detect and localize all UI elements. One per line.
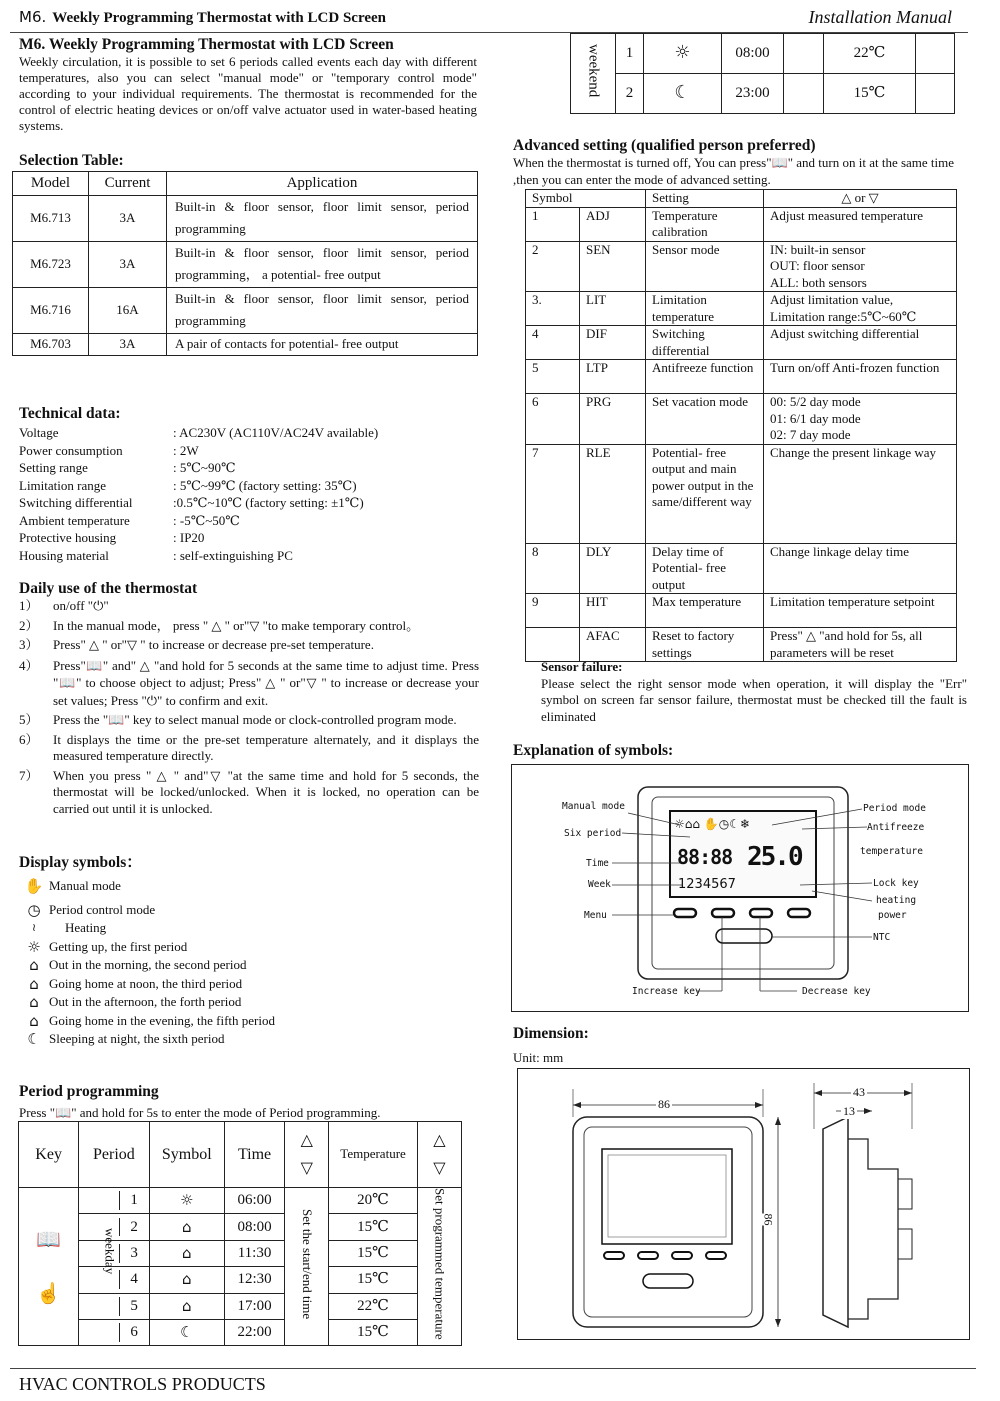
book-icon: 📖 [36, 1226, 62, 1251]
row-code: RLE [580, 444, 646, 543]
col-key: Key [19, 1122, 79, 1188]
item-number: 2） [19, 617, 39, 633]
house-home-icon: ⌂ [29, 974, 39, 993]
time-cell: 23:00 [722, 74, 784, 114]
temp-cell: 20℃ [329, 1188, 417, 1214]
table-row [19, 1188, 462, 1214]
item-text: In the manual mode， press " △ " or"▽ "to make temporary control。 [53, 617, 420, 633]
hand-icon: ✋ [24, 877, 44, 896]
row-code: AFAC [580, 628, 646, 662]
period-number: 4 [119, 1270, 149, 1289]
list-item [19, 477, 479, 495]
col-setting: Setting [646, 190, 764, 208]
current-cell: 3A [89, 195, 167, 241]
row-number: 8 [526, 543, 580, 594]
tech-key: Protective housing [19, 530, 117, 545]
symbol-desc: Out in the afternoon, the forth period [49, 994, 242, 1010]
dim-depth2: 13 [843, 1104, 855, 1118]
row-setting: Sensor mode [646, 241, 764, 292]
list-item [19, 598, 479, 615]
model-cell: M6.703 [13, 333, 89, 355]
tech-key: Setting range [19, 460, 88, 475]
set-temp-cell [417, 1188, 461, 1346]
footer-text: HVAC CONTROLS PRODUCTS [19, 1374, 266, 1394]
sensor-failure [541, 659, 967, 725]
footer-divider [10, 1368, 976, 1369]
row-setting: Max temperature [646, 594, 764, 628]
item-text: Press the "📖" key to select manual mode or clock-controlled program mode. [53, 712, 457, 727]
period-number: 5 [119, 1297, 149, 1316]
label-lock-key: Lock key [873, 878, 919, 889]
period-number: 2 [119, 1218, 149, 1237]
col-model: Model [13, 172, 89, 196]
list-item [19, 1030, 479, 1049]
blank-cell [916, 34, 955, 74]
list-item [19, 512, 479, 530]
selection-table [12, 171, 478, 356]
application-cell: Built-in & floor sensor, floor limit sensor, period programming [167, 287, 478, 333]
period-number: 3 [119, 1244, 149, 1263]
dimension-drawing [518, 1069, 969, 1339]
label-antifreeze: Antifreeze [867, 822, 925, 833]
page-header-title [19, 8, 386, 28]
dim-width: 86 [658, 1097, 670, 1111]
technical-heading: Technical data: [19, 405, 121, 422]
dim-height: 86 [761, 1213, 776, 1226]
symbol-desc: Manual mode [49, 878, 121, 894]
row-code: DLY [580, 543, 646, 594]
label-time: Time [586, 858, 609, 869]
row-number [526, 628, 580, 662]
col-time: Time [224, 1122, 284, 1188]
temp-cell: 15℃ [824, 74, 916, 114]
sensor-heading: Sensor failure: [541, 659, 623, 674]
row-setting: Potential- free output and main power output in the same/different way [646, 444, 764, 543]
intro-text: Weekly circulation, it is possible to set 6 periods called events each day with different temperatures, also you can select "manual mode" or "temporary control mode" according to your individual requirements. The thermostat is recommended for the control of electric heating devices or on/off valve actuator used in water-based heating systems. [19, 54, 477, 134]
list-item [19, 938, 479, 957]
row-code: ADJ [580, 207, 646, 241]
row-setting: Limitation temperature [646, 292, 764, 326]
header-code: M6. [19, 8, 47, 26]
house-out-afternoon-icon: ⌂ [29, 993, 39, 1012]
list-item [19, 442, 479, 460]
col-period: Period [79, 1122, 149, 1188]
label-period-mode: Period mode [863, 803, 926, 814]
row-number: 6 [526, 394, 580, 445]
dim-depth: 43 [853, 1085, 865, 1099]
daily-heading: Daily use of the thermostat [19, 580, 198, 597]
key-cell [19, 1188, 79, 1346]
table-row [19, 1214, 462, 1240]
row-number: 5 [526, 360, 580, 394]
sun-icon: ☼ [644, 34, 722, 74]
time-cell: 22:00 [224, 1319, 284, 1345]
table-row [19, 1293, 462, 1319]
row-desc: Change the present linkage way [764, 444, 957, 543]
item-text: When you press " △ " and"▽ "at the same time and hold for 5 seconds, the thermostat will be locked/unlocked. When it is locked, no operation can be carried out until it is unlocked. [53, 767, 479, 816]
weekend-cell [571, 34, 616, 114]
temp-cell: 15℃ [329, 1240, 417, 1266]
row-desc: Turn on/off Anti-frozen function [764, 360, 957, 394]
symbol-desc: Period control mode [49, 901, 156, 917]
period-number: 6 [119, 1323, 149, 1342]
moon-icon: ☾ [27, 1030, 41, 1049]
period-number: 2 [616, 74, 644, 114]
tech-value: : 5℃~90℃ [173, 460, 236, 475]
table-row [13, 287, 478, 333]
sensor-text: Please select the right sensor mode when operation, it will display the "Err" symbol on screen far sensor failure, thermostat must be checked till the fault is eliminated [541, 675, 967, 724]
tech-key: Power consumption [19, 442, 123, 458]
period-cell [79, 1188, 149, 1275]
label-increase-key: Increase key [632, 986, 701, 997]
period-number: 1 [616, 34, 644, 74]
label-heading: heating [876, 895, 917, 906]
list-item [19, 547, 479, 565]
list-item [19, 1012, 479, 1031]
symbol-desc: Going home in the evening, the fifth period [49, 1012, 276, 1028]
list-item [19, 529, 479, 547]
moon-icon: ☾ [644, 74, 722, 114]
model-cell: M6.723 [13, 241, 89, 287]
tech-value: : IP20 [173, 530, 205, 545]
weekend-label: weekend [585, 43, 602, 98]
symbols-heading: Explanation of symbols: [513, 742, 674, 759]
table-row [19, 1240, 462, 1266]
advanced-header-row [526, 190, 957, 208]
set-time-label: Set the start/end time [299, 1208, 315, 1319]
tech-key: Housing material [19, 547, 109, 563]
symbol-desc: Sleeping at night, the sixth period [49, 1031, 225, 1047]
current-cell: 3A [89, 333, 167, 355]
table-row [526, 594, 957, 628]
label-ntc: NTC [873, 932, 891, 943]
temp-cell: 15℃ [329, 1267, 417, 1293]
blank-cell [784, 34, 824, 74]
item-number: 3） [19, 637, 39, 652]
tech-value: : self-extinguishing PC [173, 547, 293, 563]
sun-icon: ☼ [27, 937, 41, 956]
list-item [19, 901, 479, 920]
house-icon: ⌂ [149, 1267, 224, 1293]
table-row [13, 195, 478, 241]
col-application: Application [167, 172, 478, 196]
item-text: It displays the time or the pre-set temperature alternately, and it displays the measured temperature directly. [53, 731, 479, 763]
list-item [19, 424, 479, 442]
display-heading: Display symbols： [19, 854, 142, 871]
period-table [18, 1121, 462, 1346]
table-row [526, 326, 957, 360]
list-item [19, 637, 479, 654]
header-manual-label: Installation Manual [808, 7, 952, 27]
row-setting: Set vacation mode [646, 394, 764, 445]
time-cell: 17:00 [224, 1293, 284, 1319]
temp-cell: 22℃ [329, 1293, 417, 1319]
list-item [19, 993, 479, 1012]
row-number: 9 [526, 594, 580, 628]
tech-value: :0.5℃~10℃ (factory setting: ±1℃) [173, 495, 364, 510]
period-intro: Press "📖" and hold for 5s to enter the mode of Period programming. [19, 1105, 381, 1120]
time-cell: 11:30 [224, 1240, 284, 1266]
time-cell: 08:00 [722, 34, 784, 74]
tech-key: Limitation range [19, 477, 107, 493]
row-number: 2 [526, 241, 580, 292]
item-number: 7） [19, 767, 39, 783]
list-item [19, 459, 479, 477]
list-item [19, 877, 479, 896]
table-row [526, 207, 957, 241]
heating-icon: ≀ [31, 921, 37, 935]
hand-icon: ☝ [36, 1282, 62, 1305]
row-desc: 00: 5/2 day mode 01: 6/1 day mode 02: 7 day mode [764, 394, 957, 445]
up-arrow-icon: △ [300, 1131, 313, 1149]
list-item [19, 657, 479, 710]
table-row [526, 628, 957, 662]
label-manual-mode: Manual mode [562, 801, 625, 812]
time-cell: 06:00 [224, 1188, 284, 1214]
temp-arrows [417, 1122, 461, 1188]
table-row [13, 241, 478, 287]
list-item [19, 618, 479, 635]
row-desc: Adjust limitation value, Limitation range:5℃~60℃ [764, 292, 957, 326]
advanced-section [513, 136, 971, 188]
col-symbol: Symbol [526, 190, 646, 208]
symbol-desc: Heating [65, 920, 107, 936]
col-current: Current [89, 172, 167, 196]
time-cell: 12:30 [224, 1267, 284, 1293]
time-arrows [285, 1122, 329, 1188]
row-desc: Limitation temperature setpoint [764, 594, 957, 628]
time-cell: 08:00 [224, 1214, 284, 1240]
row-code: HIT [580, 594, 646, 628]
house-icon: ⌂ [149, 1240, 224, 1266]
sun-icon: ☼ [149, 1188, 224, 1214]
set-time-cell [285, 1188, 329, 1346]
label-week: Week [588, 879, 611, 890]
row-desc: Adjust measured temperature [764, 207, 957, 241]
intro-section [19, 35, 477, 134]
intro-heading: M6. Weekly Programming Thermostat with LCD Screen [19, 36, 394, 53]
period-number: 1 [119, 1191, 149, 1210]
table-row [526, 444, 957, 543]
row-desc: Change linkage delay time [764, 543, 957, 594]
advanced-table [525, 189, 957, 662]
advanced-intro: When the thermostat is turned off, You can press"📖" and turn on it at the same time ,then you can enter the mode of advanced setting. [513, 155, 955, 187]
model-cell: M6.716 [13, 287, 89, 333]
header-title: Weekly Programming Thermostat with LCD Screen [52, 10, 386, 26]
dimension-heading: Dimension: [513, 1025, 589, 1042]
tech-key: Ambient temperature [19, 512, 130, 528]
row-code: DIF [580, 326, 646, 360]
application-cell: A pair of contacts for potential- free output [167, 333, 478, 355]
temp-cell: 15℃ [329, 1319, 417, 1345]
selection-heading: Selection Table: [19, 152, 124, 169]
tech-value: : 2W [173, 442, 199, 458]
tech-key: Voltage [19, 425, 59, 440]
row-code: SEN [580, 241, 646, 292]
period-heading: Period programming [19, 1083, 159, 1100]
label-temperature: temperature [860, 846, 923, 857]
label-decrease-key: Decrease key [802, 986, 871, 997]
label-six-period: Six period [564, 828, 622, 839]
selection-header-row [13, 172, 478, 196]
advanced-heading: Advanced setting (qualified person preferred) [513, 137, 816, 154]
row-code: PRG [580, 394, 646, 445]
lcd-time: 88:88 [677, 845, 733, 869]
list-item [19, 975, 479, 994]
row-setting: Delay time of Potential- free output [646, 543, 764, 594]
up-arrow-icon: △ [433, 1131, 446, 1149]
symbol-desc: Out in the morning, the second period [49, 957, 247, 973]
dimension-diagram [517, 1068, 970, 1340]
row-setting: Reset to factory settings [646, 628, 764, 662]
list-item [19, 732, 479, 765]
house-icon: ⌂ [149, 1214, 224, 1240]
list-item [19, 768, 479, 818]
table-row [526, 543, 957, 594]
moon-icon: ☾ [149, 1319, 224, 1345]
list-item [19, 494, 479, 512]
lcd-week-days: 1234567 [678, 877, 736, 892]
label-menu: Menu [584, 910, 607, 921]
table-row [526, 292, 957, 326]
col-symbol: Symbol [149, 1122, 224, 1188]
house-icon: ⌂ [149, 1293, 224, 1319]
tech-value: : AC230V (AC110V/AC24V available) [173, 425, 379, 440]
row-number: 3. [526, 292, 580, 326]
item-number: 4） [19, 657, 39, 673]
item-number: 1） [19, 598, 39, 613]
weekday-label: weekday [102, 1228, 118, 1275]
application-cell: Built-in & floor sensor, floor limit sensor, period programming [167, 195, 478, 241]
col-temperature: Temperature [329, 1122, 417, 1188]
current-cell: 16A [89, 287, 167, 333]
display-symbols-list [19, 877, 479, 1049]
row-desc: Press" △ "and hold for 5s, all parameters will be reset [764, 628, 957, 662]
blank-cell [916, 74, 955, 114]
dimension-unit: Unit: mm [513, 1050, 564, 1065]
down-arrow-icon: ▽ [300, 1159, 313, 1177]
application-cell: Built-in & floor sensor, floor limit sensor, period programming， a potential- free output [167, 241, 478, 287]
set-temp-label: Set programmed temperature [432, 1188, 448, 1340]
down-arrow-icon: ▽ [433, 1159, 446, 1177]
symbols-diagram [511, 764, 969, 1012]
symbol-desc: Going home at noon, the third period [49, 975, 243, 991]
house-out-icon: ⌂ [29, 956, 39, 975]
temp-cell: 22℃ [824, 34, 916, 74]
row-number: 1 [526, 207, 580, 241]
table-row [13, 333, 478, 355]
tech-value: : -5℃~50℃ [173, 512, 240, 528]
row-number: 4 [526, 326, 580, 360]
lcd-period-icons: ☼⌂⌂ ✋◷☾❄ [674, 817, 751, 831]
row-setting: Antifreeze function [646, 360, 764, 394]
period-cell [79, 1319, 149, 1345]
model-cell: M6.713 [13, 195, 89, 241]
tech-key: Switching differential [19, 495, 133, 510]
blank-cell [784, 74, 824, 114]
item-text: Press" △ " or"▽ " to increase or decrease pre-set temperature. [53, 637, 374, 652]
row-desc: Adjust switching differential [764, 326, 957, 360]
table-row [526, 241, 957, 292]
col-arrows: △ or ▽ [764, 190, 957, 208]
table-row [526, 394, 957, 445]
list-item [19, 712, 479, 729]
item-text: on/off "⏻" [53, 598, 109, 613]
technical-list [19, 424, 479, 564]
temp-cell: 15℃ [329, 1214, 417, 1240]
table-row [571, 34, 955, 74]
weekend-table [570, 33, 955, 114]
list-item [19, 956, 479, 975]
row-setting: Temperature calibration [646, 207, 764, 241]
period-header-row [19, 1122, 462, 1188]
current-cell: 3A [89, 241, 167, 287]
row-desc: IN: built-in sensor OUT: floor sensor ALL: both sensors [764, 241, 957, 292]
symbol-desc: Getting up, the first period [49, 938, 188, 954]
row-code: LIT [580, 292, 646, 326]
list-item [19, 919, 479, 938]
daily-list [19, 598, 479, 820]
table-row [19, 1319, 462, 1345]
label-power: power [878, 910, 907, 921]
table-row [19, 1267, 462, 1293]
row-number: 7 [526, 444, 580, 543]
table-row [526, 360, 957, 394]
row-setting: Switching differential [646, 326, 764, 360]
clock-icon: ◷ [27, 900, 41, 919]
item-number: 5） [19, 712, 39, 727]
item-number: 6） [19, 731, 39, 747]
item-text: Press"📖" and" △ "and hold for 5 seconds at the same time to adjust time. Press "📖" to choose object to adjust; Press" △ " or"▽ " to increase or decrease your set values; Press "⏻" to confirm and exit. [53, 657, 479, 708]
table-row [571, 74, 955, 114]
tech-value: : 5℃~99℃ (factory setting: 35℃) [173, 477, 357, 493]
row-code: LTP [580, 360, 646, 394]
house-evening-icon: ⌂ [29, 1011, 39, 1030]
lcd-temperature: 25.0 [747, 842, 802, 872]
